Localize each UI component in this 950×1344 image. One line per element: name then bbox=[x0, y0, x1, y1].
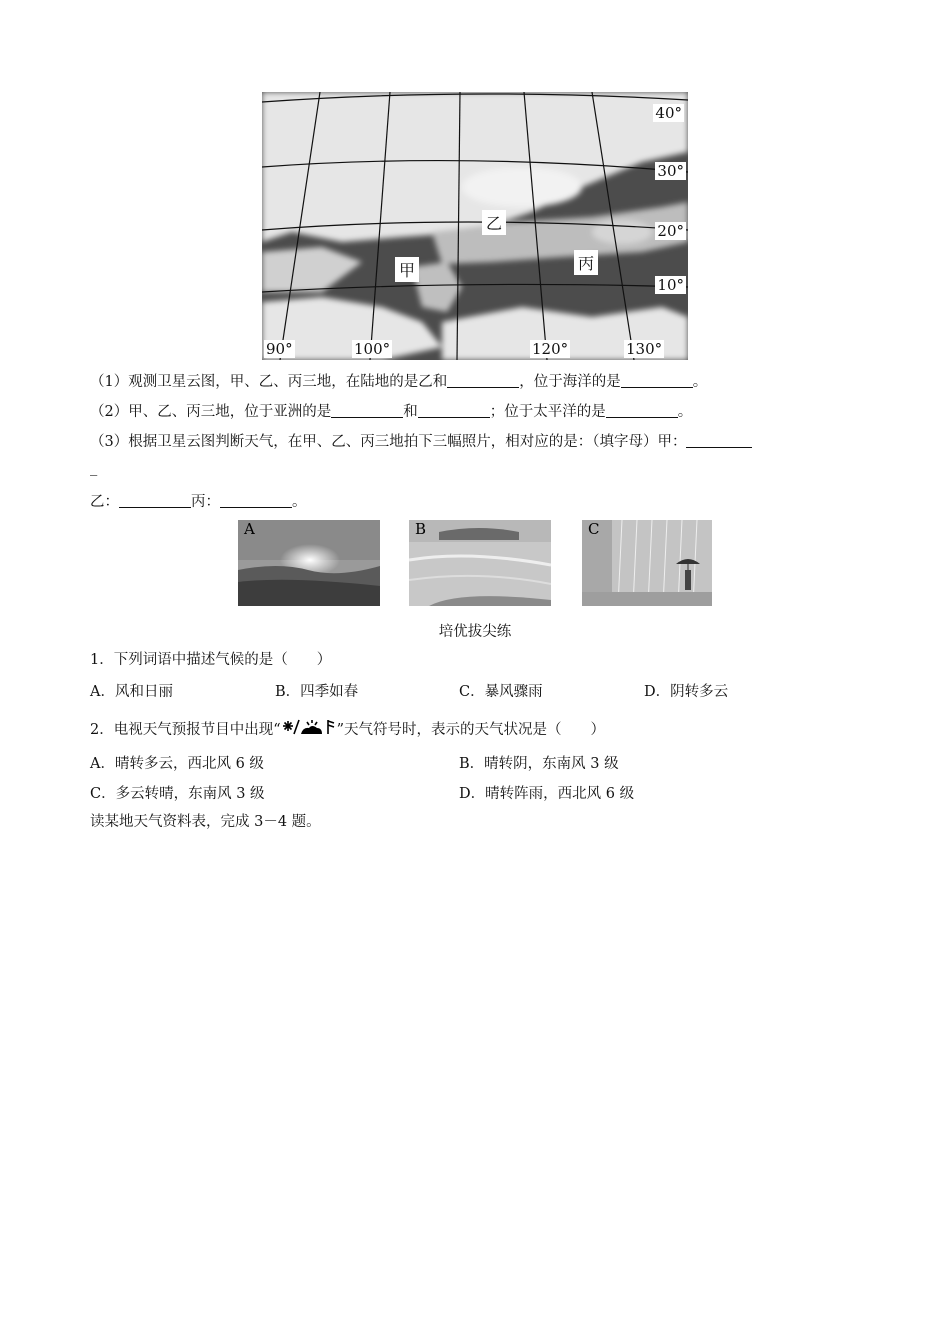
mc2-stem bbox=[90, 718, 605, 740]
question-2-text-b: 和 bbox=[403, 404, 418, 420]
answer-blank[interactable] bbox=[119, 493, 191, 508]
mc1-stem: 1．下列词语中描述气候的是（ ） bbox=[90, 652, 332, 668]
lat-label-10: 10° bbox=[657, 276, 684, 294]
answer-blank[interactable] bbox=[447, 373, 519, 388]
answer-blank[interactable] bbox=[621, 373, 693, 388]
answer-blank[interactable] bbox=[686, 433, 752, 448]
question-1 bbox=[90, 372, 707, 392]
mc1-option-d[interactable]: D．阴转多云 bbox=[644, 684, 729, 700]
question-1-text: （1）观测卫星云图，甲、乙、丙三地，在陆地的是乙和 bbox=[90, 374, 448, 390]
mc2-option-a[interactable]: A．晴转多云，西北风 6 级 bbox=[90, 756, 264, 772]
lon-label-130: 130° bbox=[626, 340, 663, 358]
question-2-end: 。 bbox=[677, 404, 693, 420]
lon-label-120: 120° bbox=[532, 340, 569, 358]
photo-c bbox=[582, 520, 712, 606]
lat-label-40: 40° bbox=[655, 104, 682, 122]
mc1-option-c[interactable]: C．暴风骤雨 bbox=[459, 684, 543, 700]
read-prompt: 读某地天气资料表，完成 3－4 题。 bbox=[90, 814, 321, 830]
question-1-end: 。 bbox=[692, 374, 708, 390]
lon-label-90: 90° bbox=[266, 340, 293, 358]
place-jia: 甲 bbox=[395, 257, 419, 282]
mc2-option-b[interactable]: B．晴转阴，东南风 3 级 bbox=[459, 756, 619, 772]
answer-blank[interactable] bbox=[331, 403, 403, 418]
question-3 bbox=[90, 432, 752, 452]
section-title: 培优拔尖练 bbox=[438, 624, 512, 640]
question-3-end: 。 bbox=[292, 494, 307, 510]
mc2-option-d[interactable]: D．晴转阵雨，西北风 6 级 bbox=[459, 786, 635, 802]
photo-a-label: A bbox=[244, 520, 255, 538]
photo-b-label: B bbox=[415, 520, 427, 538]
place-bing: 丙 bbox=[574, 250, 598, 275]
mc2-stem-before: 2．电视天气预报节目中出现“ bbox=[90, 722, 281, 738]
mc1-option-b[interactable]: B．四季如春 bbox=[275, 684, 359, 700]
question-3-bing: 丙： bbox=[191, 494, 220, 510]
photo-c-label: C bbox=[588, 520, 600, 538]
question-2-text: （2）甲、乙、丙三地，位于亚洲的是 bbox=[90, 404, 332, 420]
question-3-underscore: _ bbox=[90, 460, 98, 476]
lat-label-20: 20° bbox=[657, 222, 684, 240]
question-1-text-b: ，位于海洋的是 bbox=[519, 374, 621, 390]
lat-label-30: 30° bbox=[657, 162, 684, 180]
question-2-text-c: ；位于太平洋的是 bbox=[489, 404, 606, 420]
answer-blank[interactable] bbox=[220, 493, 292, 508]
question-3-yi: 乙： bbox=[90, 494, 119, 510]
photo-a bbox=[238, 520, 380, 606]
satellite-cloud-map bbox=[262, 92, 688, 360]
weather-symbol-icon bbox=[281, 718, 337, 738]
question-2 bbox=[90, 402, 692, 422]
photo-b bbox=[409, 520, 551, 606]
question-3-text: （3）根据卫星云图判断天气，在甲、乙、丙三地拍下三幅照片，相对应的是：（填字母）甲： bbox=[90, 434, 687, 450]
mc1-option-a[interactable]: A．风和日丽 bbox=[90, 684, 173, 700]
lon-label-100: 100° bbox=[354, 340, 391, 358]
answer-blank[interactable] bbox=[606, 403, 678, 418]
mc2-option-c[interactable]: C．多云转晴，东南风 3 级 bbox=[90, 786, 265, 802]
mc2-stem-after: ”天气符号时，表示的天气状况是（ ） bbox=[336, 722, 606, 738]
question-3-line2 bbox=[90, 492, 307, 512]
place-yi: 乙 bbox=[482, 210, 506, 235]
answer-blank[interactable] bbox=[418, 403, 490, 418]
